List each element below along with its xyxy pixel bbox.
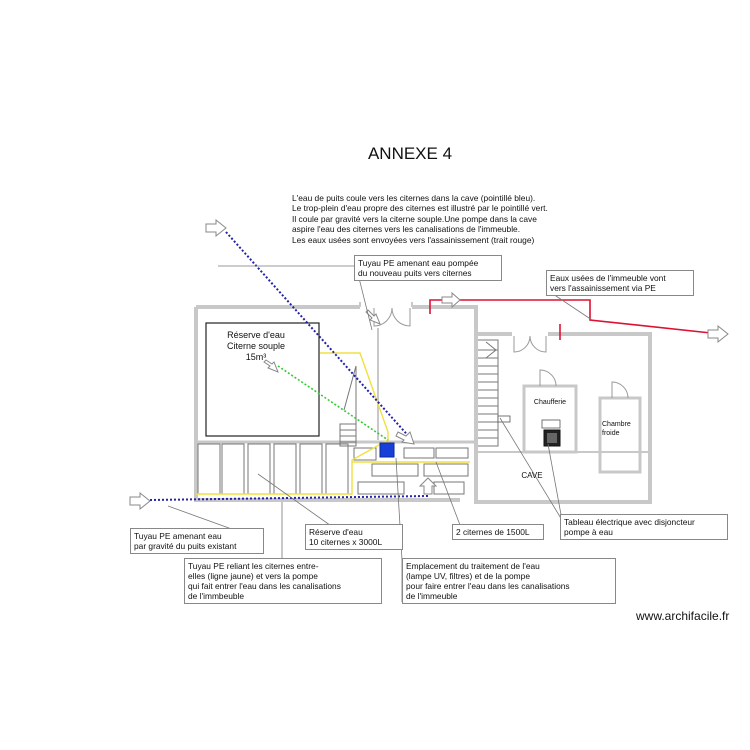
tanks-3000l: [198, 444, 434, 494]
callout-gravity-pipe: Tuyau PE amenant eau par gravité du puits existant: [130, 528, 264, 554]
room-flexible-tank-label: Réserve d'eau Citerne souple 15m³: [226, 330, 286, 362]
yellow-link-pipe: [196, 353, 388, 494]
footer-watermark: www.archifacile.fr: [636, 609, 730, 623]
callout-waste-water: Eaux usées de l'immeuble vont vers l'assainissement via PE: [546, 270, 694, 296]
room-cellar-label: CAVE: [521, 471, 543, 480]
callout-reserve-tanks: Réserve d'eau 10 citernes x 3000L: [305, 524, 403, 550]
boiler: [542, 420, 560, 428]
green-overflow-pipe: [278, 366, 388, 440]
room-cold-storage-label: Chambre froide: [602, 421, 631, 437]
callout-pumped-pipe: Tuyau PE amenant eau pompée du nouveau puits vers citernes: [354, 255, 502, 281]
arrow-icon: [442, 293, 460, 307]
arrow-icon: [206, 220, 226, 236]
page-title: ANNEXE 4: [367, 144, 453, 163]
doors: [374, 308, 628, 398]
treatment-unit: [380, 443, 394, 457]
room-boiler-label: Chaufferie: [533, 399, 567, 406]
callout-tanks-1500: 2 citernes de 1500L: [452, 524, 544, 540]
callout-electrical-panel: Tableau électrique avec disjoncteur pompe à eau: [560, 514, 728, 540]
callout-linking-pipe: Tuyau PE reliant les citernes entre- elles (ligne jaune) et vers la pompe qui fait entrer l'eau dans les canalisations de l'immbeuble: [184, 558, 382, 604]
arrow-icon: [366, 310, 380, 324]
intro-note: L'eau de puits coule vers les citernes dans la cave (pointillé bleu). Le trop-plein d'eau propre des citernes est illustré par le pointillé vert. Il coule par gravité vers la citerne souple.Une pompe dans la cave aspire l'eau des citernes vers les canalisations de l'immeuble. Les eaux usées sont envoyées vers l'assainissement (trait rouge): [292, 193, 548, 245]
arrow-icon: [130, 493, 150, 509]
callout-treatment: Emplacement du traitement de l'eau (lampe UV, filtres) et de la pompe pour faire entrer l'eau dans les canalisations de l'immeuble: [402, 558, 616, 604]
arrow-icon: [708, 326, 728, 342]
